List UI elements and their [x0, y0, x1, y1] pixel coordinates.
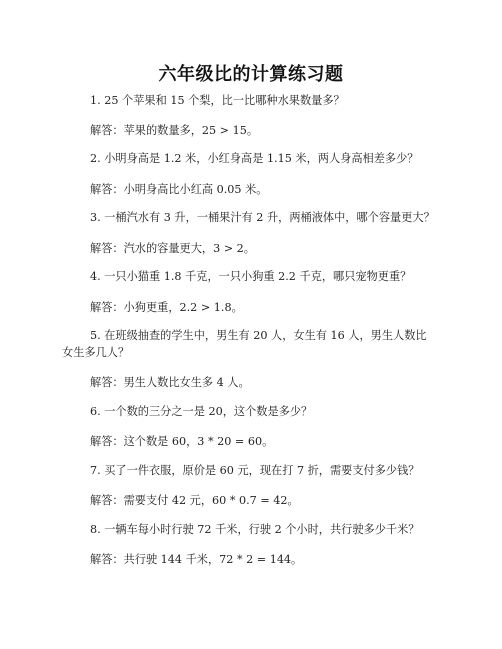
answer-7: 解答：需要支付 42 元，60 * 0.7 = 42。	[90, 494, 299, 507]
answer-4: 解答：小狗更重，2.2 > 1.8。	[90, 301, 243, 314]
question-3: 3. 一桶汽水有 3 升，一桶果汁有 2 升，两桶液体中，哪个容量更大？	[90, 211, 435, 224]
answer-3: 解答：汽水的容量更大，3 > 2。	[90, 242, 255, 255]
question-8: 8. 一辆车每小时行驶 72 千米，行驶 2 个小时，共行驶多少千米？	[90, 523, 420, 536]
answer-8: 解答：共行驶 144 千米，72 * 2 = 144。	[90, 553, 303, 566]
question-2: 2. 小明身高是 1.2 米，小红身高是 1.15 米，两人身高相差多少？	[90, 152, 419, 165]
answer-6: 解答：这个数是 60，3 * 20 = 60。	[90, 435, 274, 448]
question-1: 1. 25 个苹果和 15 个梨，比一比哪种水果数量多？	[90, 94, 345, 107]
answer-1: 解答：苹果的数量多，25 > 15。	[90, 124, 259, 137]
question-5-line-1: 5. 在班级抽查的学生中，男生有 20 人，女生有 16 人，男生人数比	[90, 329, 427, 342]
question-6: 6. 一个数的三分之一是 20，这个数是多少？	[90, 405, 313, 418]
answer-5: 解答：男生人数比女生多 4 人。	[90, 376, 250, 389]
answer-2: 解答：小明身高比小红高 0.05 米。	[90, 183, 268, 196]
document-title: 六年级比的计算练习题	[158, 64, 344, 85]
question-7: 7. 买了一件衣服，原价是 60 元，现在打 7 折，需要支付多少钱？	[90, 464, 420, 477]
question-4: 4. 一只小猫重 1.8 千克，一只小狗重 2.2 千克，哪只宠物更重？	[90, 270, 412, 283]
question-5-line-2: 女生多几人？	[62, 346, 130, 359]
